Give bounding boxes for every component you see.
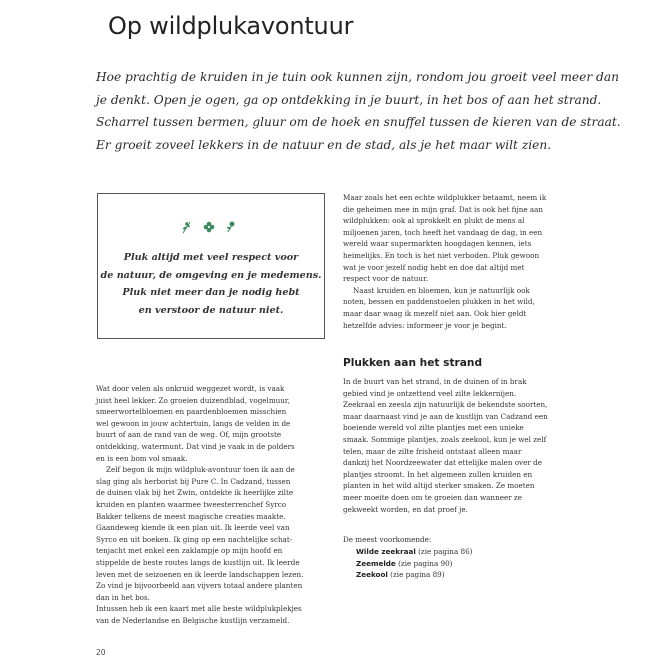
- body-line: Intussen heb ik een kaart met alle beste wildplukplekjes: [96, 604, 302, 614]
- leaf-icon: [224, 220, 238, 234]
- body-line: wildplukken: ook al sprokkelt en plukt de mens al: [343, 216, 525, 226]
- body-line: maar daarnaast vind je aan de kustlijn van Cadzand een: [343, 411, 548, 421]
- sprig-icon: [180, 220, 194, 234]
- body-line: leven met de seizoenen en ik leerde landschappen lezen.: [96, 569, 304, 579]
- list-intro-wrap: [343, 534, 431, 546]
- intro-line: je denkt. Open je ogen, ga op ontdekking in je buurt, in het bos of aan het strand.: [96, 92, 602, 107]
- list-item: [356, 558, 472, 570]
- section-heading-wrap: [343, 357, 482, 369]
- body-line: telen, maar de zilte frisheid ontstaat alleen maar: [343, 446, 522, 456]
- body-line: gekweekt worden, en dat proef je.: [343, 504, 468, 514]
- body-line: Zelf begon ik mijn wildpluk-avontuur toen ik aan de: [106, 465, 295, 475]
- list-item-name: Zeekool: [356, 570, 388, 580]
- body-line: tenjacht met enkel een zaklampje op mijn hoofd en: [96, 546, 283, 556]
- section-heading: Plukken aan het strand: [343, 357, 483, 369]
- quote-line: de natuur, de omgeving en je medemens.: [100, 269, 322, 281]
- body-line: van de Nederlandse en Belgische kustlijn verzameld.: [96, 615, 290, 625]
- body-line: Maar zoals het een echte wildplukker betaamt, neem ik: [343, 193, 547, 202]
- body-line: dankzij het Noordzeewater dat ettelijke malen over de: [343, 458, 542, 468]
- list-item: [356, 546, 472, 558]
- body-line: wat je voor jezelf nodig hebt en doe dat altijd met: [343, 262, 525, 272]
- plant-list: [356, 546, 472, 581]
- body-line: planten in het wild altijd sterker smaken. Ze moeten: [343, 481, 535, 491]
- right-column-top: [343, 192, 575, 331]
- body-line: dan in het bos.: [96, 592, 150, 602]
- body-line: Naast kruiden en bloemen, kun je natuurlijk ook: [353, 285, 530, 295]
- intro-paragraph: [96, 66, 621, 156]
- page-number: 20: [96, 648, 106, 657]
- body-line: slag ging als herborist bij Pure C. In Cadzand, tussen: [96, 476, 291, 486]
- list-item-ref: (zie pagina 90): [395, 558, 453, 568]
- body-line: hetzelfde advies: informeer je voor je begint.: [343, 320, 507, 330]
- list-intro: De meest voorkomende:: [343, 535, 432, 544]
- body-line: respect voor de natuur.: [343, 274, 428, 284]
- body-line: Wat door velen als onkruid weggezet wordt, is vaak: [96, 384, 285, 393]
- right-column-bottom: [343, 376, 575, 515]
- body-line: ontdekking, watermunt. Dat vind je vaak in de polders: [96, 441, 295, 451]
- left-column: [96, 383, 341, 626]
- body-line: buurt of aan de rand van de weg. Of, mijn grootste: [96, 430, 282, 440]
- list-item: [356, 569, 472, 581]
- body-line: In de buurt van het strand, in de duinen of in brak: [343, 377, 527, 386]
- body-line: gebied vind je ontzettend veel zilte lekkernijen.: [343, 388, 517, 398]
- intro-line: Hoe prachtig de kruiden in je tuin ook kunnen zijn, rondom jou groeit veel meer dan: [96, 70, 619, 84]
- body-line: smaak. Sommige plantjes, zoals zeekool, kun je wel zelf: [343, 434, 547, 444]
- body-line: stippelde de beste routes langs de kustlijn uit. Ik leerde: [96, 557, 300, 567]
- intro-line: Scharrel tussen bermen, gluur om de hoek en snuffel tussen de kieren van de straat.: [96, 115, 621, 129]
- body-line: kruiden en planten waarmee tweesterrenchef Syrco: [96, 499, 287, 509]
- body-line: Syrco en uit boeken. Ik ging op een nachtelijke schat-: [96, 534, 293, 544]
- body-line: wereld waar supermarkten hoogdagen kennen, iets: [343, 239, 532, 249]
- body-line: maar daar waag ik mezelf niet aan. Ook hier geldt: [343, 308, 527, 318]
- body-line: miljoenen jaren, toch heeft het vandaag de dag, in een: [343, 227, 543, 237]
- body-line: noten, bessen en paddenstoelen plukken in het wild,: [343, 297, 535, 307]
- page-title: Op wildplukavontuur: [108, 12, 354, 40]
- body-line: meer moeite doen om te groeien dan wanneer ze: [343, 492, 522, 502]
- clover-icon: [202, 220, 216, 234]
- body-line: juist heel lekker. Zo groeien duizendblad, vogelmuur,: [96, 395, 290, 405]
- quote-line: Pluk altijd met veel respect voor: [123, 252, 299, 263]
- body-line: heimelijks. En toch is het niet verboden. Pluk gewoon: [343, 250, 540, 260]
- quote-line: Pluk niet meer dan je nodig hebt: [122, 287, 300, 298]
- body-line: boeiende wereld vol zilte plantjes met een unieke: [343, 423, 524, 433]
- body-line: Bakker telkens de meest magische creaties maakte.: [96, 511, 286, 521]
- list-item-name: Zeemelde: [356, 558, 396, 568]
- body-line: plantjes stroomt. In het algemeen zullen kruiden en: [343, 469, 533, 479]
- list-item-ref: (zie pagina 86): [415, 547, 473, 556]
- quote-line: en verstoor de natuur niet.: [138, 304, 284, 316]
- body-line: en is een bom vol smaak.: [96, 453, 188, 463]
- quote-box: [97, 193, 325, 339]
- body-line: die geheimen mee in mijn graf. Dat is ook het fijne aan: [343, 204, 544, 214]
- list-item-ref: (zie pagina 89): [387, 570, 445, 580]
- body-line: wel gewoon in jouw achtertuin, langs de velden in de: [96, 418, 291, 428]
- sprig-ornaments: [180, 220, 240, 234]
- intro-line: Er groeit zoveel lekkers in de natuur en de stad, als je het maar wilt zien.: [96, 137, 552, 152]
- body-line: Gaandeweg kiende ik een plan uit. Ik leerde veel van: [96, 523, 290, 533]
- quote-text: [98, 249, 324, 319]
- body-line: Zo vind je bijvoorbeeld aan vijvers totaal andere planten: [96, 581, 303, 591]
- body-line: smeerwortelbloemen en paardenbloemen misschien: [96, 407, 287, 417]
- body-line: Zeekraal en zeesla zijn natuurlijk de bekendste soorten,: [343, 400, 548, 410]
- body-line: de duinen vlak bij het Zwin, ontdekte ik heerlijke zilte: [96, 488, 294, 498]
- list-item-name: Wilde zeekraal: [356, 547, 416, 556]
